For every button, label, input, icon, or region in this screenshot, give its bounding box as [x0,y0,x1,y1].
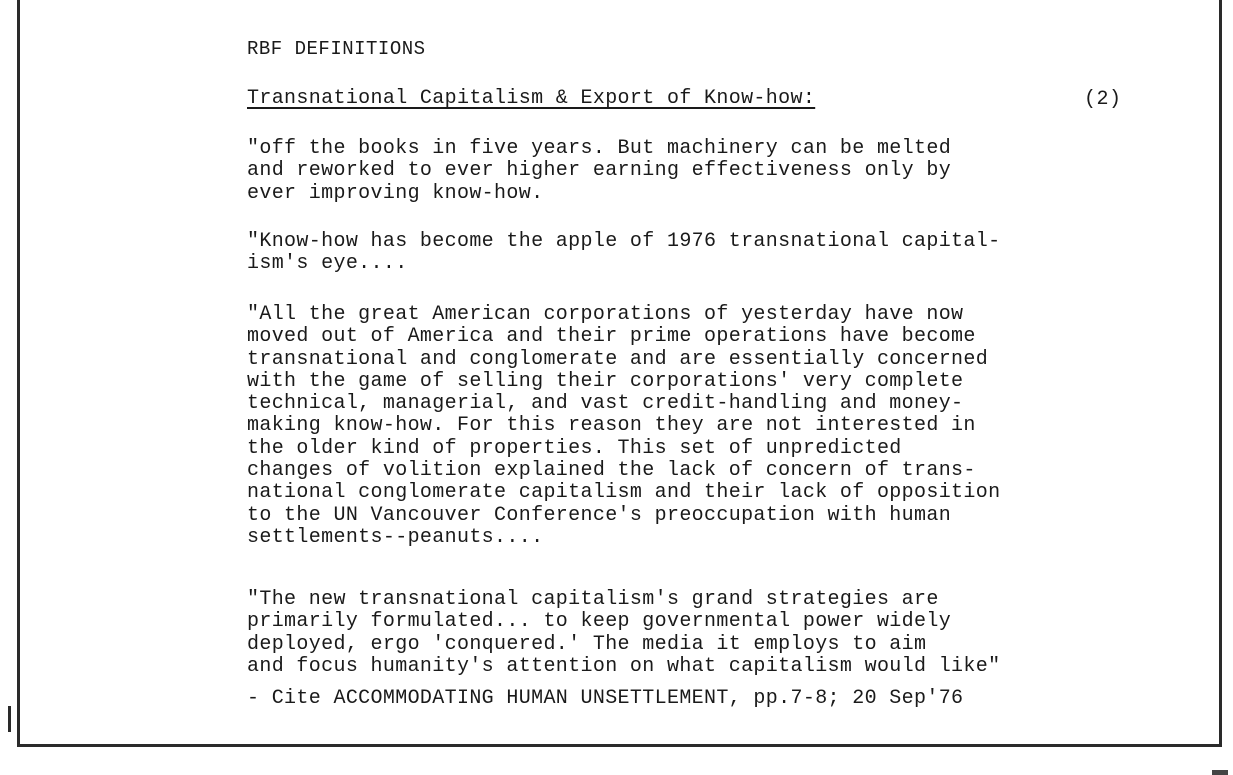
card-edge-mark [8,706,11,732]
page-corner-mark [1212,770,1228,775]
quote-paragraph-4: "The new transnational capitalism's grand strategies are primarily formulated... to keep governmental power widely deployed, ergo 'conquered.' The media it employs to aim and focus humanity's attention on what capitalism would like" [247,588,1001,678]
document-title: Transnational Capitalism & Export of Know-how: [247,87,816,110]
quote-paragraph-1: "off the books in five years. But machinery can be melted and reworked to ever higher earning effectiveness only by ever improving know-how. [247,137,952,205]
citation-line: - Cite ACCOMMODATING HUMAN UNSETTLEMENT, pp.7-8; 20 Sep'76 [247,687,964,710]
quote-paragraph-2: "Know-how has become the apple of 1976 transnational capital- ism's eye.... [247,230,1001,276]
quote-paragraph-3: "All the great American corporations of yesterday have now moved out of America and their prime operations have become transnational and conglomerate and are essentially concerned with the game of selling their corporations' very complete technical, managerial, and vast credit-handling and money- making know-how. For this reason they are not interested in the older kind of properties. This set of unpredicted changes of volition explained the lack of concern of trans- national conglomerate capitalism and their lack of opposition to the UN Vancouver Conference's preoccupation with human settlements--peanuts.... [247,303,1001,549]
page-number: (2) [1084,88,1122,111]
document-header-label: RBF DEFINITIONS [247,38,426,60]
